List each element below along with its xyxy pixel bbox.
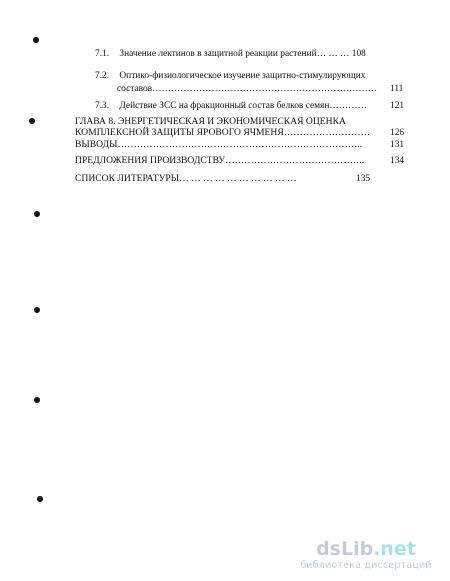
- binding-hole-mark: [34, 307, 40, 313]
- toc-entry-title: Оптико-физиологическое изучение защитно-стимулирующих: [119, 71, 366, 81]
- toc-page-number: 111: [390, 84, 404, 94]
- toc-page-number: 134: [390, 156, 405, 166]
- watermark-subtitle: библиотека диссертаций: [300, 560, 432, 571]
- toc-page-number: 126: [390, 128, 405, 138]
- binding-hole-mark: [33, 37, 39, 43]
- toc-page-number: 121: [390, 101, 405, 111]
- toc-proposals: ПРЕДЛОЖЕНИЯ ПРОИЗВОДСТВУ……………………………………..: [75, 155, 365, 166]
- toc-page-number: 135: [356, 174, 371, 184]
- toc-entry-number: 7.3.: [95, 101, 110, 111]
- toc-entry-7-2-continued: [117, 83, 377, 95]
- binding-hole-mark: [34, 211, 40, 217]
- toc-conclusions: ВЫВОДЫ…………………………………………………………………..: [75, 139, 363, 150]
- binding-hole-mark: [37, 496, 43, 502]
- toc-entry-title: Действие ЗСС на фракционный состав белков семян…………: [119, 101, 367, 111]
- toc-references: СПИСОК ЛИТЕРАТУРЫ… … … … … … … … … …: [75, 173, 297, 184]
- toc-chapter-8-line2: КОМПЛЕКСНОЙ ЗАЩИТЫ ЯРОВОГО ЯЧМЕНЯ………………………: [75, 127, 371, 138]
- dslib-watermark: [296, 539, 436, 571]
- toc-entry-title: Значение лектинов в защитной реакции растений… … … 108: [119, 49, 366, 59]
- toc-entry-number: 7.2.: [95, 71, 110, 81]
- toc-entry-7-2: [95, 70, 365, 82]
- toc-entry-7-3: [95, 100, 367, 112]
- binding-hole-mark: [29, 118, 35, 124]
- toc-entry-title-continued: составов………………………………………………………………: [117, 84, 378, 94]
- toc-page-number: 131: [390, 140, 405, 150]
- toc-entry-number: 7.1.: [95, 49, 110, 59]
- toc-entry-7-1: [95, 48, 366, 60]
- dslib-logo: dsLib.net: [316, 538, 416, 560]
- toc-chapter-8-line1: ГЛАВА 8. ЭНЕРГЕТИЧЕСКАЯ И ЭКОНОМИЧЕСКАЯ ОЦЕНКА: [75, 116, 346, 127]
- binding-hole-mark: [34, 397, 40, 403]
